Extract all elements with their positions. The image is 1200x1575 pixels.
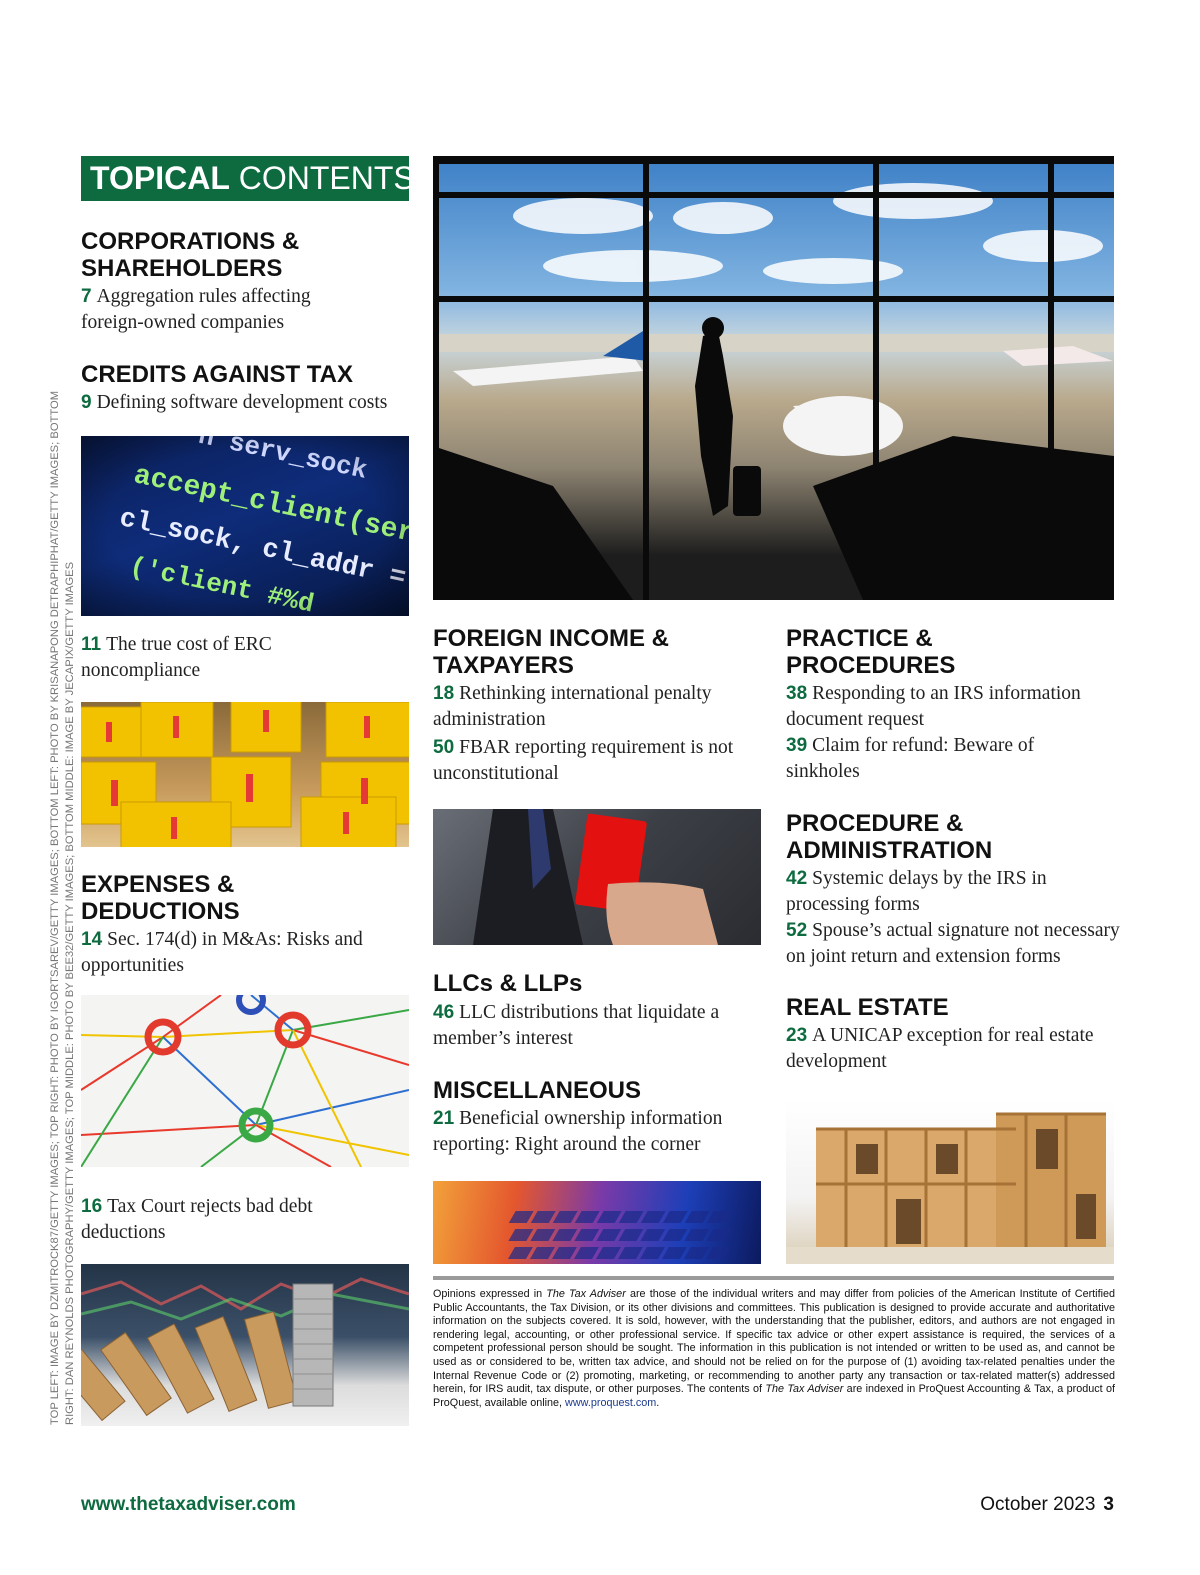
page-number: 50 xyxy=(433,737,455,758)
toc-entry[interactable]: 11 The true cost of ERC noncompliance xyxy=(81,634,272,681)
page-number: 16 xyxy=(81,1196,103,1217)
red-card-graphic xyxy=(433,809,761,945)
section-heading-llcs: LLCs & LLPs xyxy=(433,970,583,997)
title-bold: TOPICAL xyxy=(90,160,230,196)
section-heading-foreign: FOREIGN INCOME & TAXPAYERS xyxy=(433,625,670,679)
page-number: 11 xyxy=(81,634,102,655)
network-strings-image xyxy=(81,995,409,1167)
section-heading-misc: MISCELLANEOUS xyxy=(433,1077,642,1104)
page-number: 52 xyxy=(786,920,808,941)
section-heading-expenses: EXPENSES & DEDUCTIONS xyxy=(81,871,240,925)
page-number: 18 xyxy=(433,683,455,704)
page-number: 14 xyxy=(81,929,103,950)
toc-entry[interactable]: 18 Rethinking international penalty administration xyxy=(433,683,712,730)
issue-date: October 2023 3 xyxy=(980,1494,1114,1515)
warning-boxes-image xyxy=(81,702,409,847)
code-screen-graphic xyxy=(81,436,409,616)
page-number: 46 xyxy=(433,1002,455,1023)
page-number: 42 xyxy=(786,868,808,889)
toc-entry[interactable]: 16 Tax Court rejects bad debt deductions xyxy=(81,1196,313,1243)
topical-contents-title xyxy=(81,156,415,201)
page-number: 38 xyxy=(786,683,808,704)
title-rest: CONTENTS xyxy=(229,160,415,196)
proquest-link[interactable]: www.proquest.com xyxy=(565,1396,657,1409)
page-number: 39 xyxy=(786,735,808,756)
toc-entry[interactable]: 42 Systemic delays by the IRS in processing forms xyxy=(786,868,1047,915)
photo-credit: TOP LEFT: IMAGE BY DZMITROCK87/GETTY IMAGES; TOP RIGHT: PHOTO BY IGORTSAREV/GETTY IMAGES; BOTTOM LEFT: PHOTO BY KRISANAPONG DETRAPHIPHAT/GETTY IMAGES; BOTTOM RIGHT: DAN REYNOLDS PHOTOGRAPHY/GETTY IMAGES; TOP MIDDLE: PHOTO BY BEE32/GETTY IMAGES; BOTTOM MIDDLE: IMAGE BY JECAPIX/GETTY IMAGES xyxy=(49,390,76,1425)
section-heading-practice: PRACTICE & PROCEDURES xyxy=(786,625,956,679)
airport-graphic xyxy=(433,156,1114,600)
toc-entry[interactable]: 7 Aggregation rules affecting foreign-owned companies xyxy=(81,286,311,333)
page-number: 23 xyxy=(786,1025,808,1046)
page-number: 3 xyxy=(1103,1494,1114,1515)
boxes-graphic xyxy=(81,702,409,847)
toc-entry[interactable]: 21 Beneficial ownership information reporting: Right around the corner xyxy=(433,1108,723,1155)
toc-entry[interactable]: 50 FBAR reporting requirement is not unconstitutional xyxy=(433,737,734,784)
section-heading-corporations: CORPORATIONS & SHAREHOLDERS xyxy=(81,228,300,282)
laptop-keyboard-image xyxy=(433,1181,761,1264)
red-card-image xyxy=(433,809,761,945)
page-number: 21 xyxy=(433,1108,455,1129)
construction-graphic xyxy=(786,1099,1114,1264)
dominoes-graphic xyxy=(81,1264,409,1426)
construction-frame-image xyxy=(786,1099,1114,1264)
section-heading-realestate: REAL ESTATE xyxy=(786,994,949,1021)
page-number: 7 xyxy=(81,286,92,307)
toc-entry[interactable]: 52 Spouse’s actual signature not necessary on joint return and extension forms xyxy=(786,920,1120,967)
disclaimer-text: Opinions expressed in The Tax Adviser are those of the individual writers and may differ from policies of the American Institute of Certified Public Accountants, the Tax Division, or its other divisions and committees. This publication is designed to provide accurate and authoritative information on the subjects covered. It is sold, however, with the understanding that the publisher, editors, and authors are not engaged in rendering legal, accounting, or other professional service. If specific tax advice or other expert assistance is required, the services of a competent professional person should be sought. The information in this publication is not intended or written to be used as, and cannot be used as or considered to be, written tax advice, and should not be relied on for the purpose of (1) avoiding tax-related penalties under the Internal Revenue Code or (2) promoting, marketing, or recommending to another party any transaction or tax-related matter(s) addressed herein, for IRS audit, tax dispute, or other purposes. The contents of The Tax Adviser are indexed in ProQuest Accounting & Tax, a product of ProQuest, available online, www.proquest.com. xyxy=(433,1288,1115,1409)
toc-entry[interactable]: 39 Claim for refund: Beware of sinkholes xyxy=(786,735,1035,782)
toc-entry[interactable]: 23 A UNICAP exception for real estate development xyxy=(786,1025,1094,1072)
toc-entry[interactable]: 9 Defining software development costs xyxy=(81,392,388,413)
code-screen-image xyxy=(81,436,409,616)
page-number: 9 xyxy=(81,392,92,413)
airport-terminal-image xyxy=(433,156,1114,600)
section-heading-credits: CREDITS AGAINST TAX xyxy=(81,361,354,388)
section-heading-procedure: PROCEDURE & ADMINISTRATION xyxy=(786,810,993,864)
toc-entry[interactable]: 38 Responding to an IRS information document request xyxy=(786,683,1081,730)
keyboard-graphic xyxy=(433,1181,761,1264)
dominoes-coins-image xyxy=(81,1264,409,1426)
network-graphic xyxy=(81,995,409,1167)
toc-entry[interactable]: 14 Sec. 174(d) in M&As: Risks and opportunities xyxy=(81,929,363,976)
disclaimer-divider xyxy=(433,1276,1114,1280)
toc-entry[interactable]: 46 LLC distributions that liquidate a member’s interest xyxy=(433,1002,720,1049)
website-link[interactable]: www.thetaxadviser.com xyxy=(81,1494,296,1515)
